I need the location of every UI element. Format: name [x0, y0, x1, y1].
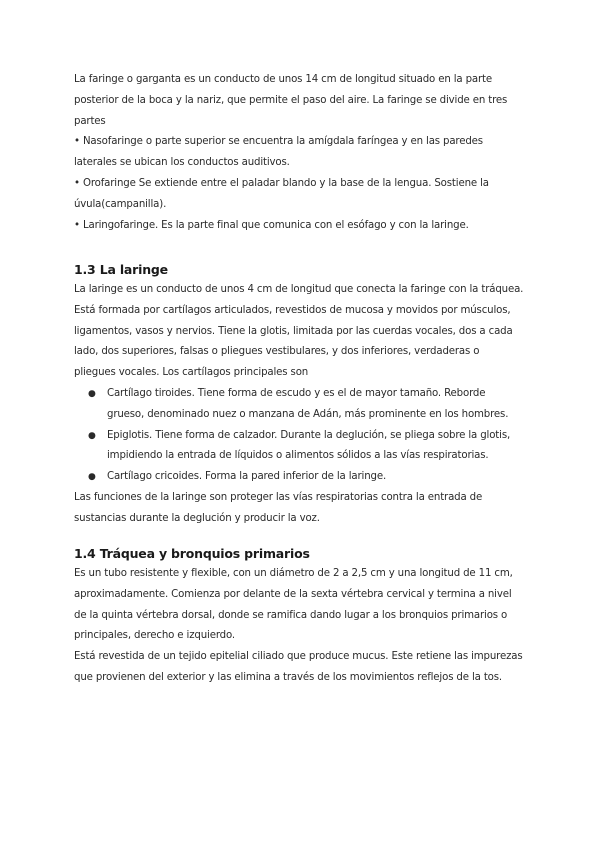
- traquea-section: [74, 544, 524, 689]
- section-heading-traquea: 1.4 Tráquea y bronquios primarios: [74, 546, 310, 561]
- list-item: ● Cartílago tiroides. Tiene forma de escudo y es el de mayor tamaño. Reborde grueso, denominado nuez o manzana de Adán, más prominente en los hombres.: [74, 384, 524, 426]
- faringe-part-laringofaringe: • Laringofaringe. Es la parte final que comunica con el esófago y con la laringe.: [74, 219, 469, 231]
- laringe-section: [74, 260, 524, 530]
- faringe-intro: La faringe o garganta es un conducto de unos 14 cm de longitud situado en la parte posterior de la boca y la nariz, que permite el paso del aire. La faringe se divide en tres partes: [74, 74, 508, 127]
- faringe-section: [74, 70, 524, 236]
- faringe-part-orofaringe: • Orofaringe Se extiende entre el paladar blando y la base de la lengua. Sostiene la úvula(campanilla).: [74, 177, 489, 210]
- section-heading-laringe: 1.3 La laringe: [74, 262, 168, 277]
- laringe-funciones: Las funciones de la laringe son proteger las vías respiratorias contra la entrada de sustancias durante la deglución y producir la voz.: [74, 491, 483, 524]
- list-item: ● Epiglotis. Tiene forma de calzador. Durante la deglución, se pliega sobre la glotis, impidiendo la entrada de líquidos o alimentos sólidos a las vías respiratorias.: [74, 426, 524, 468]
- faringe-part-nasofaringe: • Nasofaringe o parte superior se encuentra la amígdala faríngea y en las paredes laterales se ubican los conductos auditivos.: [74, 136, 483, 169]
- traquea-paragraph-2: Está revestida de un tejido epitelial ciliado que produce mucus. Este retiene las impurezas que provienen del exterior y las elimina a través de los movimientos reflejos de la tos.: [74, 651, 523, 683]
- traquea-paragraph-1: Es un tubo resistente y flexible, con un diámetro de 2 a 2,5 cm y una longitud de 11 cm, aproximadamente. Comienza por delante de la sexta vértebra cervical y termina a nivel de la quinta vértebra dorsal, donde se ramifica dando lugar a los bronquios primarios o principales, derecho e izquierdo.: [74, 568, 513, 642]
- list-item: ● Cartílago cricoides. Forma la pared inferior de la laringe.: [74, 467, 524, 488]
- laringe-intro: La laringe es un conducto de unos 4 cm de longitud que conecta la faringe con la tráquea. Está formada por cartílagos articulados, revestidos de mucosa y movidos por músculos, ligamentos, vasos y nervios. Tiene la glotis, limitada por las cuerdas vocales, dos a cada lado, dos superiores, falsas o pliegues vestibulares, y dos inferiores, verdaderas o pliegues vocales. Los cartílagos principales son: [74, 284, 524, 379]
- cartilagos-list: [74, 384, 524, 488]
